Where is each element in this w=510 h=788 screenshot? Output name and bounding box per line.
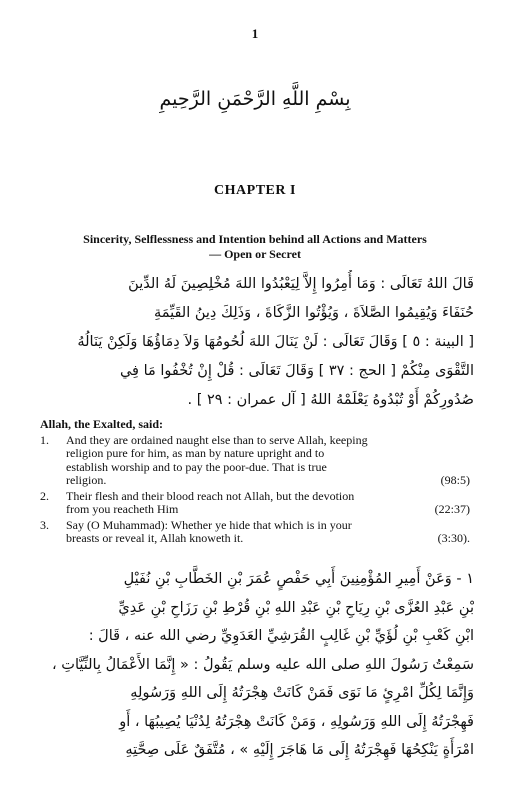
verse-body bbox=[66, 519, 470, 546]
arabic-line: وَإِنَّمَا لِكُلِّ امْرِئٍ مَا نَوَى فَمَنْ كَانَتْ هِجْرَتُهُ إِلَى اللهِ وَرَسُولِهِ bbox=[130, 685, 474, 701]
english-translation bbox=[40, 418, 470, 546]
arabic-hadith-text bbox=[36, 565, 474, 765]
verse-number: 1. bbox=[40, 432, 49, 447]
verse-last-line bbox=[66, 503, 470, 517]
translation-verse bbox=[40, 519, 470, 546]
verse-reference: (98:5) bbox=[440, 473, 470, 487]
arabic-line: ١ - وَعَنْ أَمِيرِ المُؤْمِنِينَ أَبِي حَفْصٍ عُمَرَ بْنِ الخَطَّابِ بْنِ نُفَيْلِ bbox=[123, 571, 474, 587]
verse-line: from you reacheth Him bbox=[66, 502, 179, 516]
verse-line: religion. bbox=[66, 473, 107, 487]
basmala-calligraphy: بِسْمِ اللَّهِ الرَّحْمَنِ الرَّحِيمِ bbox=[159, 88, 351, 110]
chapter-subtitle-line: Sincerity, Selflessness and Intention behind all Actions and Matters bbox=[83, 232, 427, 246]
verse-number: 2. bbox=[40, 488, 49, 503]
verse-number: 3. bbox=[40, 517, 49, 532]
translation-intro: Allah, the Exalted, said: bbox=[40, 417, 164, 431]
arabic-line: التَّقْوَى مِنْكُمْ [ الحج : ٣٧ ] وَقَالَ تَعَالَى : قُلْ إِنْ تُخْفُوا مَا فِي bbox=[119, 363, 474, 379]
chapter-subtitle bbox=[40, 232, 470, 262]
arabic-line: ابْنِ كَعْبِ بْنِ لُؤَيِّ بْنِ غَالِبٍ القُرَشِيِّ العَدَوِيِّ رضي الله عنه ، قَالَ : bbox=[88, 628, 474, 644]
arabic-line: قَالَ اللهُ تَعَالَى : وَمَا أُمِرُوا إِلاَّ لِيَعْبُدُوا اللهَ مُخْلِصِينَ لَهُ الدِّينَ bbox=[128, 276, 474, 292]
verse-last-line bbox=[66, 532, 470, 546]
arabic-line: [ البينة : ٥ ] وَقَالَ تَعَالَى : لَنْ يَنَالَ اللهَ لُحُومُهَا وَلاَ دِمَاؤُهَا وَلَكِنْ يَنَالُهُ bbox=[77, 334, 474, 350]
arabic-line: صُدُورِكُمْ أَوْ تُبْدُوهُ يَعْلَمْهُ اللهُ [ آل عمران : ٢٩ ] . bbox=[187, 392, 474, 408]
verse-reference: (22:37) bbox=[434, 502, 470, 516]
arabic-quran-verses bbox=[36, 270, 474, 415]
verse-line: And they are ordained naught else than to serve Allah, keeping bbox=[66, 432, 368, 447]
verse-line: religion pure for him, as man by nature upright and to bbox=[66, 446, 325, 460]
arabic-line: سَمِعْتُ رَسُولَ اللهِ صلى الله عليه وسلم يَقُولُ : « إِنَّمَا الأَعْمَالُ بِالنِّيَّاتِ ، bbox=[52, 656, 474, 673]
verse-reference: (3:30). bbox=[437, 531, 470, 545]
arabic-line: امْرَأَةٍ يَنْكِحُهَا فَهِجْرَتُهُ إِلَى مَا هَاجَرَ إِلَيْهِ » ، مُتَّفَقٌ عَلَى صِحَّتِهِ bbox=[125, 742, 474, 758]
verse-line: establish worship and to pay the poor-due. That is true bbox=[66, 459, 327, 474]
arabic-line: حُنَفَاءَ وَيُقِيمُوا الصَّلاَةَ ، وَيُؤْتُوا الزَّكَاةَ ، وَذَلِكَ دِينُ القَيِّمَةِ bbox=[153, 305, 474, 321]
arabic-line: فَهِجْرَتُهُ إِلَى اللهِ وَرَسُولِهِ ، وَمَنْ كَانَتْ هِجْرَتُهُ لِدُنْيَا يُصِيبُهَا ، أَوِ bbox=[119, 713, 474, 730]
verse-line: Their flesh and their blood reach not Allah, but the devotion bbox=[66, 488, 355, 503]
verse-line: breasts or reveal it, Allah knoweth it. bbox=[66, 531, 244, 545]
verse-body bbox=[66, 434, 470, 488]
page-number: 1 bbox=[251, 26, 259, 41]
verse-line: Say (O Muhammad): Whether ye hide that which is in your bbox=[66, 517, 352, 532]
translation-verse bbox=[40, 434, 470, 488]
chapter-subtitle-line: — Open or Secret bbox=[209, 247, 301, 261]
chapter-title: CHAPTER I bbox=[214, 183, 296, 198]
verse-last-line bbox=[66, 474, 470, 488]
translation-verse bbox=[40, 490, 470, 517]
arabic-line: بْنِ عَبْدِ العُزَّى بْنِ رِيَاحِ بْنِ عَبْدِ اللهِ بْنِ قُرْطِ بْنِ رَزَاحِ بْنِ عَدِيِّ bbox=[118, 599, 474, 616]
verse-body bbox=[66, 490, 470, 517]
